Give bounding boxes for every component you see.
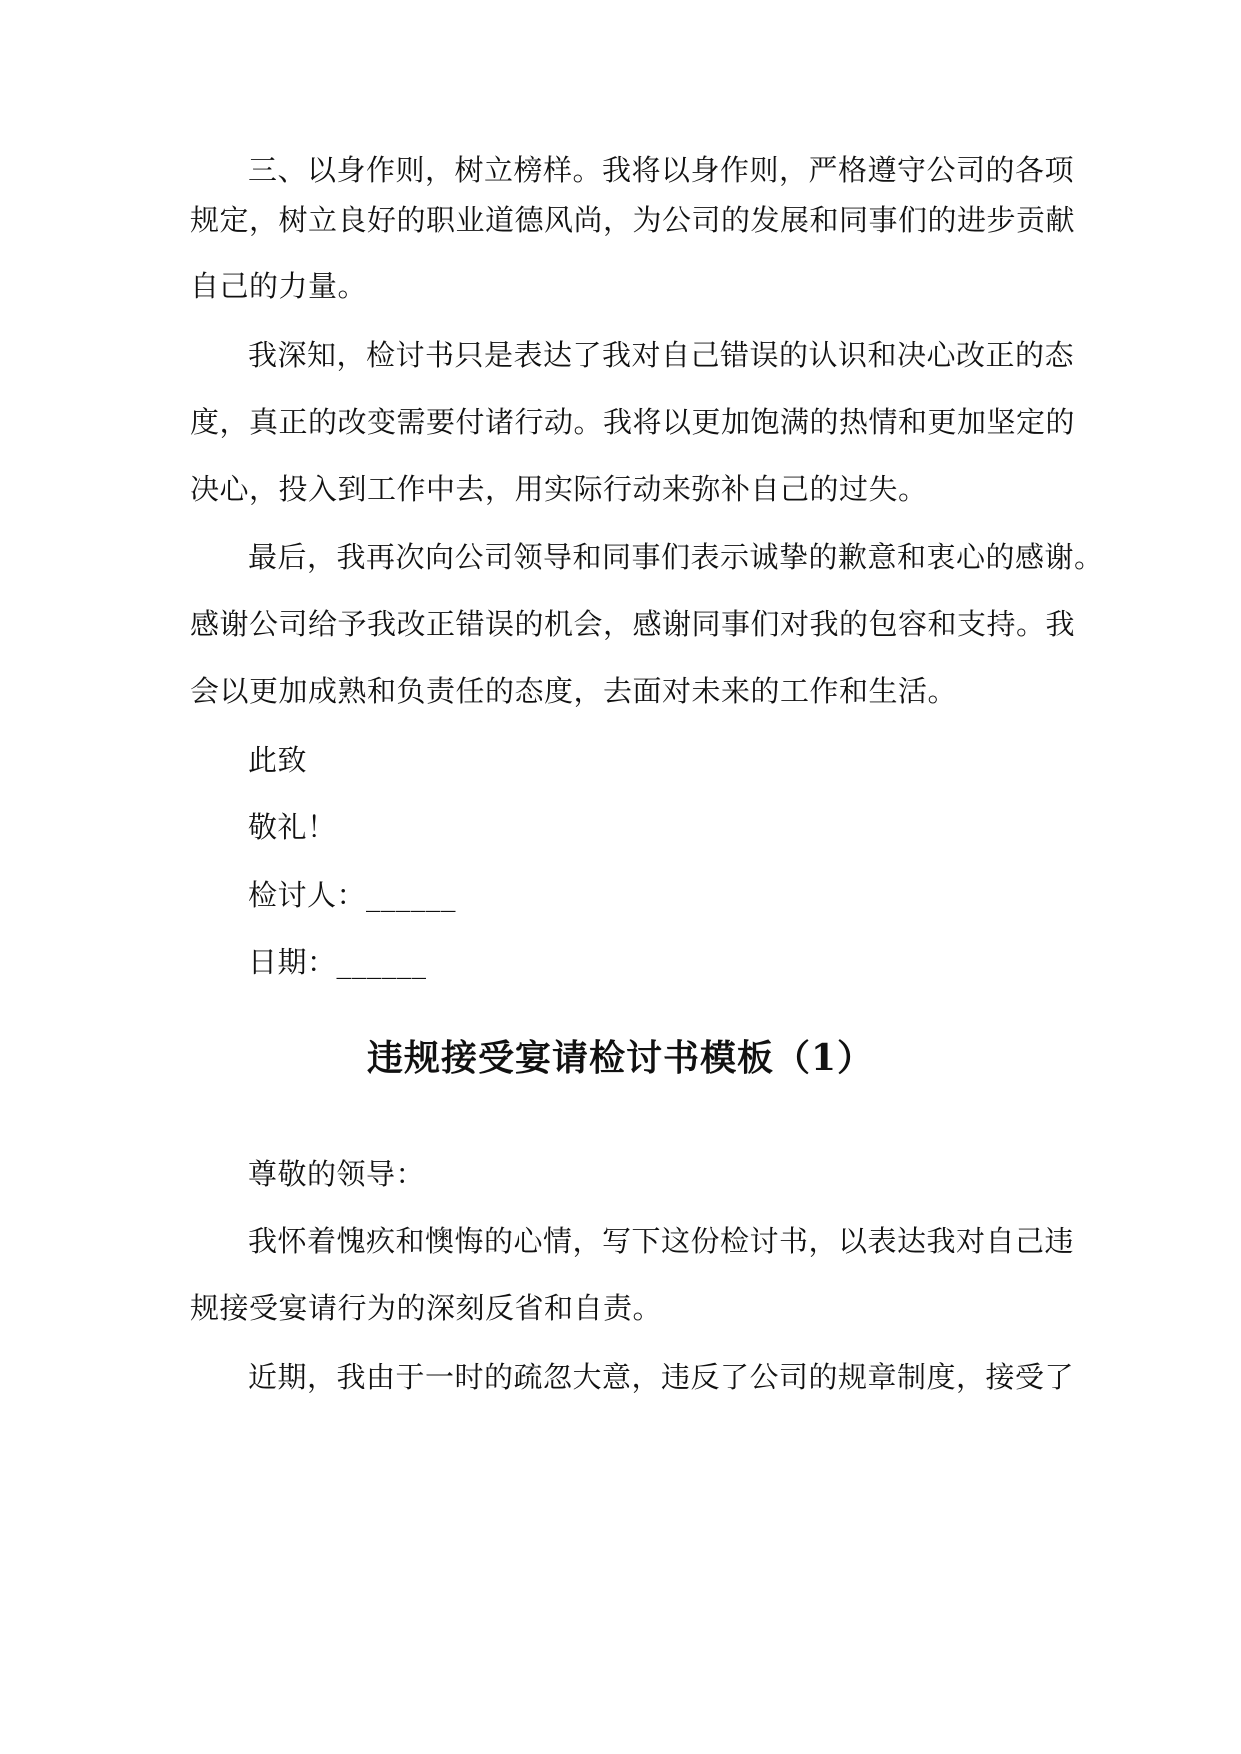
- paragraph-line: 感谢公司给予我改正错误的机会，感谢同事们对我的包容和支持。我: [190, 607, 1076, 641]
- paragraph-line: 决心，投入到工作中去，用实际行动来弥补自己的过失。: [190, 472, 928, 506]
- signer-field: 检讨人：______: [248, 878, 457, 912]
- paragraph-line: 我深知，检讨书只是表达了我对自己错误的认识和决心改正的态: [248, 338, 1075, 372]
- date-field: 日期：______: [248, 945, 427, 979]
- paragraph-line: 规定，树立良好的职业道德风尚，为公司的发展和同事们的进步贡献: [190, 203, 1076, 237]
- paragraph-line: 度，真正的改变需要付诸行动。我将以更加饱满的热情和更加坚定的: [190, 405, 1076, 439]
- paragraph-line: 规接受宴请行为的深刻反省和自责。: [190, 1291, 663, 1325]
- paragraph-line: 我怀着愧疚和懊悔的心情，写下这份检讨书，以表达我对自己违: [248, 1224, 1075, 1258]
- section-title: 违规接受宴请检讨书模板（1）: [366, 1037, 875, 1079]
- greeting-text: 尊敬的领导：: [248, 1157, 426, 1191]
- paragraph-line: 三、以身作则，树立榜样。我将以身作则，严格遵守公司的各项: [248, 153, 1075, 187]
- paragraph-line: 自己的力量。: [190, 269, 368, 303]
- paragraph-line: 近期，我由于一时的疏忽大意，违反了公司的规章制度，接受了: [248, 1360, 1075, 1394]
- paragraph-line: 会以更加成熟和负责任的态度，去面对未来的工作和生活。: [190, 674, 958, 708]
- closing-text: 此致: [248, 743, 308, 777]
- salute-text: 敬礼！: [248, 810, 337, 844]
- paragraph-line: 最后，我再次向公司领导和同事们表示诚挚的歉意和衷心的感谢。: [248, 540, 1104, 574]
